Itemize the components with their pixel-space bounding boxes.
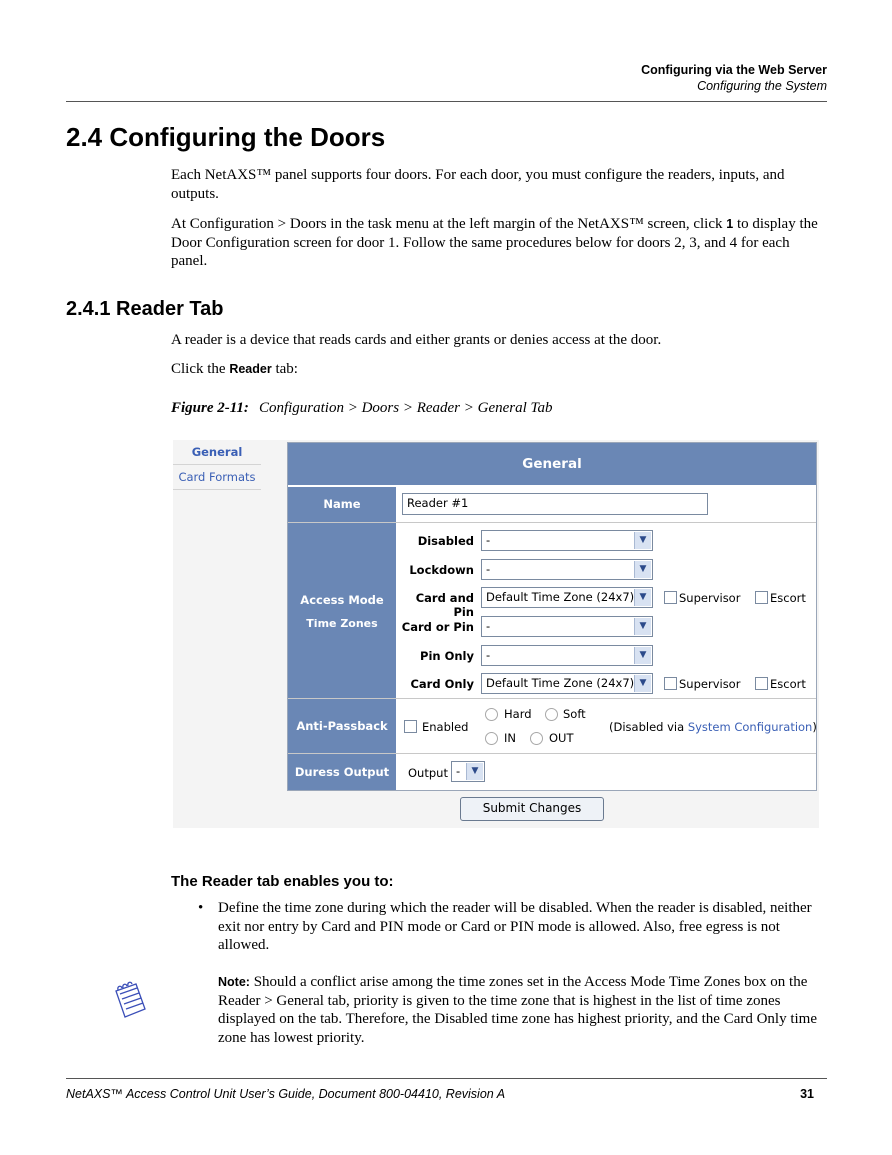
mode-label-lockdown: Lockdown [409, 563, 474, 577]
time-zones-label: Time Zones [306, 617, 378, 630]
card-only-escort-label: Escort [770, 677, 806, 691]
enables-lead: The Reader tab enables you to: [171, 873, 394, 890]
reader-general-screenshot [173, 440, 819, 828]
soft-radio[interactable] [545, 708, 558, 721]
chevron-down-icon: ▼ [634, 561, 651, 578]
card-only-escort-checkbox[interactable] [755, 677, 768, 690]
anti-passback-enabled-label: Enabled [422, 720, 469, 734]
mode-label-disabled: Disabled [417, 534, 474, 548]
out-label: OUT [549, 731, 574, 745]
general-form-table [287, 442, 817, 791]
card-and-pin-escort-label: Escort [770, 591, 806, 605]
section-heading: 2.4 Configuring the Doors [66, 122, 386, 152]
subsection-heading: 2.4.1 Reader Tab [66, 298, 224, 320]
in-radio[interactable] [485, 732, 498, 745]
chevron-down-icon: ▼ [634, 589, 651, 606]
card-only-time-zone-select[interactable]: Default Time Zone (24x7) ▼ [481, 673, 653, 694]
access-mode-label: Access Mode [300, 593, 384, 607]
running-header-subtitle: Configuring the System [697, 79, 827, 93]
submit-changes-button[interactable]: Submit Changes [460, 797, 604, 821]
figure-caption: Figure 2-11: Configuration > Doors > Reader > General Tab [171, 400, 553, 416]
card-and-pin-escort-checkbox[interactable] [755, 591, 768, 604]
footer-document-title: NetAXS™ Access Control Unit User’s Guide, Document 800-04410, Revision A [66, 1087, 506, 1101]
duress-output-select[interactable]: - ▼ [451, 761, 485, 782]
soft-label: Soft [563, 707, 586, 721]
reader-name-input[interactable]: Reader #1 [402, 493, 708, 515]
header-rule [66, 101, 827, 102]
section-paragraph-1: Each NetAXS™ panel supports four doors. For each door, you must configure the readers, inputs, and outputs. [171, 167, 785, 202]
name-label: Name [288, 487, 396, 522]
anti-passback-label: Anti-Passback [288, 699, 396, 753]
bullet-item-1: Define the time zone during which the reader will be disabled. When the reader is disabled, neither exit nor entry by Card and PIN mode or Card or PIN mode is allowed. Also, free egress is not allowed. [218, 900, 812, 953]
system-configuration-link[interactable]: System Configuration [687, 720, 813, 734]
running-header-title: Configuring via the Web Server [641, 63, 827, 77]
tab-card-formats[interactable]: Card Formats [173, 465, 261, 490]
hard-radio[interactable] [485, 708, 498, 721]
lockdown-time-zone-select[interactable]: - ▼ [481, 559, 653, 580]
chevron-down-icon: ▼ [466, 763, 483, 780]
output-label: Output [408, 766, 448, 780]
mode-label-pin-only: Pin Only [420, 649, 474, 663]
mode-label-card-or-pin: Card or Pin [401, 620, 474, 634]
out-radio[interactable] [530, 732, 543, 745]
card-only-supervisor-label: Supervisor [679, 677, 741, 691]
subsection-paragraph-2: Click the Reader tab: [171, 361, 298, 377]
disabled-time-zone-select[interactable]: - ▼ [481, 530, 653, 551]
bullet-marker: • [198, 900, 204, 916]
chevron-down-icon: ▼ [634, 532, 651, 549]
access-mode-label-cell [288, 523, 396, 698]
card-or-pin-time-zone-select[interactable]: - ▼ [481, 616, 653, 637]
hard-label: Hard [504, 707, 532, 721]
access-mode-row [288, 523, 816, 699]
mode-label-card-only: Card Only [410, 677, 474, 691]
chevron-down-icon: ▼ [634, 647, 651, 664]
card-and-pin-time-zone-select[interactable]: Default Time Zone (24x7) ▼ [481, 587, 653, 608]
note-pad-icon [112, 981, 148, 1021]
chevron-down-icon: ▼ [634, 675, 651, 692]
footer-rule [66, 1078, 827, 1079]
card-and-pin-supervisor-checkbox[interactable] [664, 591, 677, 604]
note-text: Note: Should a conflict arise among the time zones set in the Access Mode Time Zones box on the Reader > General tab, priority is given to the time zone that is highest in the list of time zones displayed on the tab. Therefore, the Disabled time zone has highest priority, and the Card Only time zone has lowest priority. [218, 974, 818, 1046]
page-number: 31 [800, 1087, 814, 1101]
general-panel-title: General [288, 443, 816, 487]
anti-passback-enabled-checkbox[interactable] [404, 720, 417, 733]
section-paragraph-2: At Configuration > Doors in the task menu at the left margin of the NetAXS™ screen, click 1 to display the Door Configuration screen for door 1. Follow the same procedures below for doors 2, 3, and 4 for each panel. [171, 216, 818, 269]
reader-side-tabs [173, 440, 261, 490]
tab-general[interactable]: General [173, 440, 261, 465]
subsection-paragraph-1: A reader is a device that reads cards and either grants or denies access at the door. [171, 332, 662, 348]
card-only-supervisor-checkbox[interactable] [664, 677, 677, 690]
duress-output-row [288, 754, 816, 790]
name-row [288, 487, 816, 523]
disabled-via-note: (Disabled via System Configuration) [609, 720, 817, 734]
in-label: IN [504, 731, 516, 745]
mode-label-card-and-pin: Card and Pin [415, 591, 474, 619]
duress-output-label: Duress Output [288, 754, 396, 790]
anti-passback-row [288, 699, 816, 754]
chevron-down-icon: ▼ [634, 618, 651, 635]
pin-only-time-zone-select[interactable]: - ▼ [481, 645, 653, 666]
card-and-pin-supervisor-label: Supervisor [679, 591, 741, 605]
